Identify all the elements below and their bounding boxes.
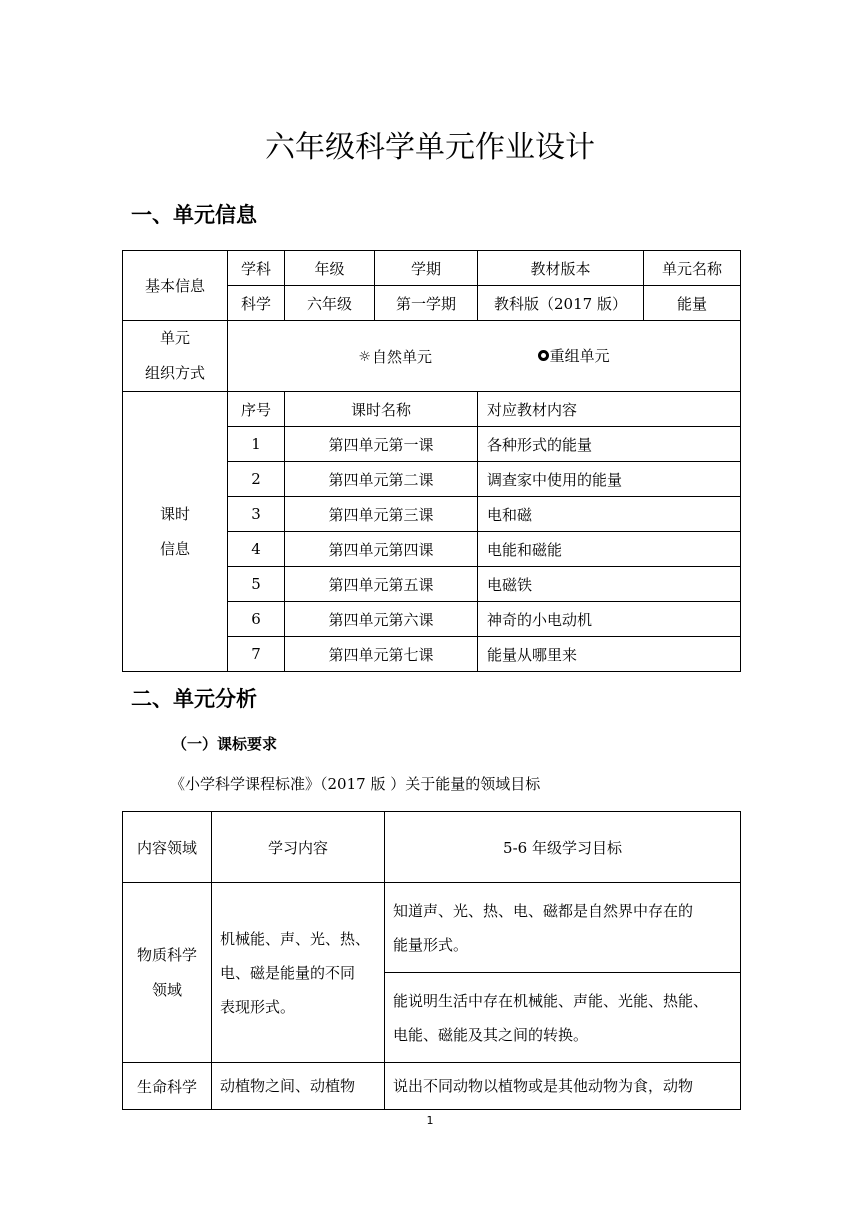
lesson-name: 第四单元第五课 — [285, 567, 478, 602]
lesson-name: 第四单元第六课 — [285, 602, 478, 637]
basic-info-label: 基本信息 — [123, 251, 228, 321]
curriculum-standards-table — [122, 811, 741, 1110]
lesson-no: 1 — [228, 427, 285, 462]
value-textbook: 教科版（2017 版） — [478, 286, 644, 321]
domain-line1: 物质科学 — [136, 945, 197, 964]
lesson-no: 5 — [228, 567, 285, 602]
lesson-name: 第四单元第一课 — [285, 427, 478, 462]
org-options — [228, 321, 741, 392]
header-grade: 年级 — [285, 251, 375, 286]
goal-1 — [385, 883, 741, 973]
lesson-name: 第四单元第三课 — [285, 497, 478, 532]
lesson-name: 第四单元第七课 — [285, 637, 478, 672]
option-natural-unit-label: 自然单元 — [371, 348, 432, 367]
content-life-science: 动植物之间、动植物 — [212, 1063, 385, 1110]
goal-1-line2: 能量形式。 — [393, 935, 469, 954]
option-regrouped-unit[interactable] — [538, 345, 610, 366]
header-subject: 学科 — [228, 251, 285, 286]
domain-line2: 领域 — [151, 980, 182, 999]
content-line1: 机械能、声、光、热、 — [220, 929, 371, 948]
lessons-label — [123, 392, 228, 672]
header-term: 学期 — [375, 251, 478, 286]
content-line3: 表现形式。 — [220, 997, 296, 1016]
goal-1-line1: 知道声、光、热、电、磁都是自然界中存在的 — [393, 901, 694, 920]
org-label — [123, 321, 228, 392]
section-heading-unit-info: 一、单元信息 — [131, 203, 257, 227]
lesson-no: 3 — [228, 497, 285, 532]
lesson-content: 调查家中使用的能量 — [478, 462, 741, 497]
value-grade: 六年级 — [285, 286, 375, 321]
goal-2-line2: 电能、磁能及其之间的转换。 — [393, 1025, 589, 1044]
option-natural-unit[interactable] — [358, 346, 432, 367]
section-heading-unit-analysis: 二、单元分析 — [131, 687, 257, 711]
domain-life-science: 生命科学 — [123, 1063, 212, 1110]
lesson-content: 神奇的小电动机 — [478, 602, 741, 637]
header-lesson-no: 序号 — [228, 392, 285, 427]
option-regrouped-unit-label: 重组单元 — [549, 346, 610, 365]
page-title: 六年级科学单元作业设计 — [265, 130, 595, 165]
lesson-no: 2 — [228, 462, 285, 497]
goal-2 — [385, 973, 741, 1063]
header-lesson-name: 课时名称 — [285, 392, 478, 427]
value-subject: 科学 — [228, 286, 285, 321]
header-goals: 5-6 年级学习目标 — [385, 812, 741, 883]
subsection-heading: （一）课标要求 — [172, 735, 278, 753]
header-domain: 内容领域 — [123, 812, 212, 883]
header-content: 学习内容 — [212, 812, 385, 883]
lesson-name: 第四单元第四课 — [285, 532, 478, 567]
intro-text: 《小学科学课程标准》（2017 版 ）关于能量的领域目标 — [170, 775, 541, 793]
unit-info-table — [122, 250, 741, 672]
header-unit-name: 单元名称 — [644, 251, 741, 286]
page-number: 1 — [426, 1114, 434, 1127]
lesson-content: 各种形式的能量 — [478, 427, 741, 462]
lesson-content: 电能和磁能 — [478, 532, 741, 567]
value-term: 第一学期 — [375, 286, 478, 321]
lessons-label-line2: 信息 — [159, 539, 190, 558]
lesson-content: 电磁铁 — [478, 567, 741, 602]
value-unit-name: 能量 — [644, 286, 741, 321]
lesson-no: 4 — [228, 532, 285, 567]
content-line2: 电、磁是能量的不同 — [220, 963, 356, 982]
header-textbook: 教材版本 — [478, 251, 644, 286]
selected-radio-icon — [538, 350, 549, 361]
org-label-line2: 组织方式 — [144, 364, 205, 382]
lessons-label-line1: 课时 — [159, 504, 190, 523]
unselected-sun-icon: ☼ — [358, 348, 371, 365]
lesson-name: 第四单元第二课 — [285, 462, 478, 497]
domain-physical-science — [123, 883, 212, 1063]
content-physical-science — [212, 883, 385, 1063]
header-lesson-content: 对应教材内容 — [478, 392, 741, 427]
lesson-content: 能量从哪里来 — [478, 637, 741, 672]
lesson-content: 电和磁 — [478, 497, 741, 532]
goal-2-line1: 能说明生活中存在机械能、声能、光能、热能、 — [393, 991, 709, 1010]
org-label-line1: 单元 — [159, 329, 190, 347]
lesson-no: 6 — [228, 602, 285, 637]
goal-life-science: 说出不同动物以植物或是其他动物为食，动物 — [385, 1063, 741, 1110]
lesson-no: 7 — [228, 637, 285, 672]
